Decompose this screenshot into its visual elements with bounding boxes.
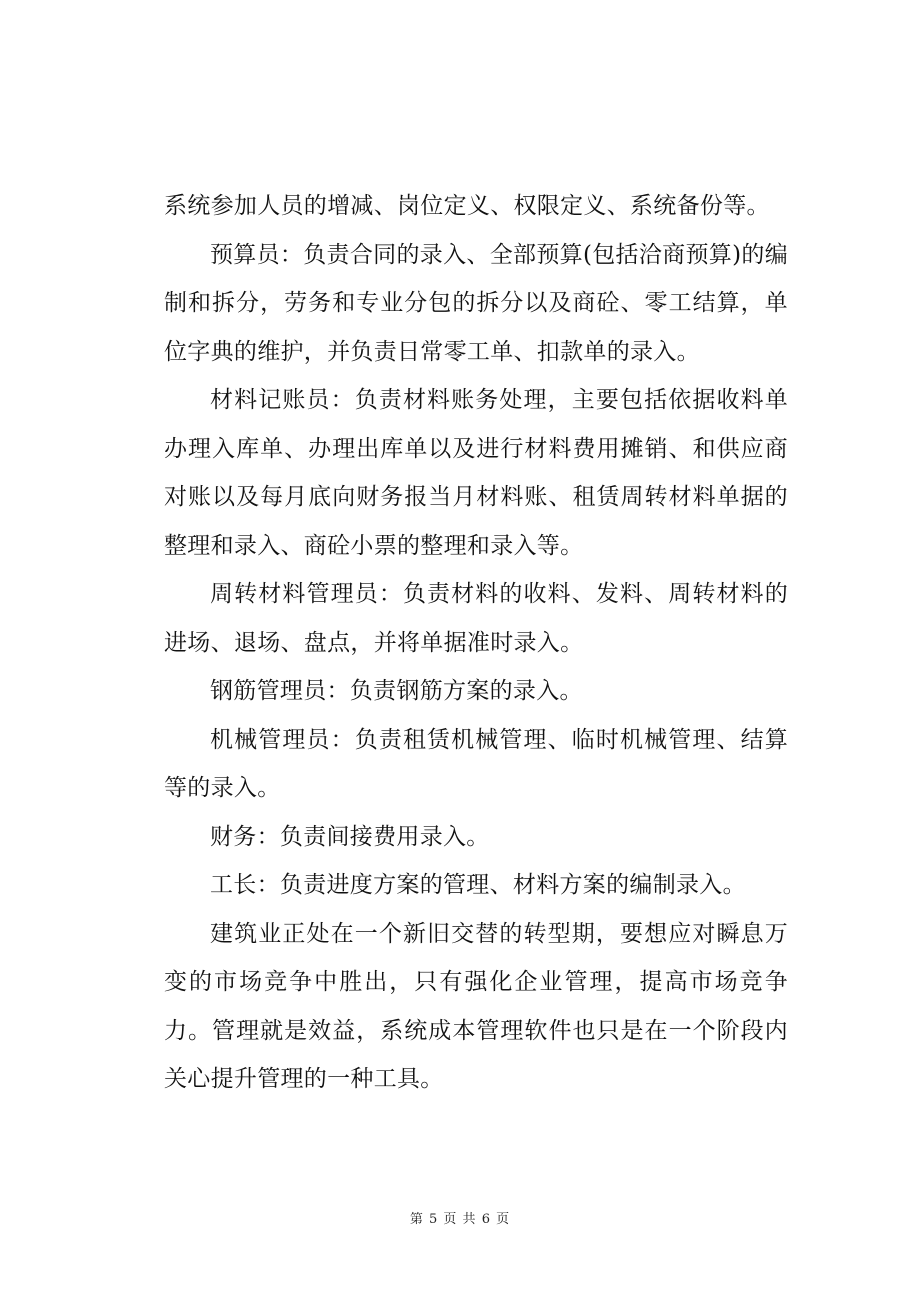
paragraph-foreman: 工长：负责进度方案的管理、材料方案的编制录入。 <box>210 872 746 898</box>
paragraph-conclusion: 建筑业正处在一个新旧交替的转型期，要想应对瞬息万变的市场竞争中胜出，只有强化企业管理，提高市场竞争力。管理就是效益，系统成本管理软件也只是在一个阶段内关心提升管理的一种工具。 <box>164 920 788 1092</box>
paragraph-turnover-material-manager: 周转材料管理员：负责材料的收料、发料、周转材料的进场、退场、盘点，并将单据准时录入。 <box>164 581 788 656</box>
paragraph-rebar-manager: 钢筋管理员：负责钢筋方案的录入。 <box>210 678 583 704</box>
paragraph-continuation: 系统参加人员的增减、岗位定义、权限定义、系统备份等。 <box>164 193 770 219</box>
document-body <box>164 182 788 1104</box>
page-footer: 第 5 页 共 6 页 <box>409 1212 511 1227</box>
paragraph-finance: 财务：负责间接费用录入。 <box>210 823 490 850</box>
paragraph-material-bookkeeper: 材料记账员：负责材料账务处理，主要包括依据收料单办理入库单、办理出库单以及进行材料费用摊销、和供应商对账以及每月底向财务报当月材料账、租赁周转材料单据的整理和录入、商砼小票的整理和录入等。 <box>164 387 788 559</box>
paragraph-budget-officer: 预算员：负责合同的录入、全部预算(包括洽商预算)的编制和拆分，劳务和专业分包的拆分以及商砼、零工结算，单位字典的维护，并负责日常零工单、扣款单的录入。 <box>164 241 788 365</box>
paragraph-machinery-manager: 机械管理员：负责租赁机械管理、临时机械管理、结算等的录入。 <box>164 726 788 801</box>
